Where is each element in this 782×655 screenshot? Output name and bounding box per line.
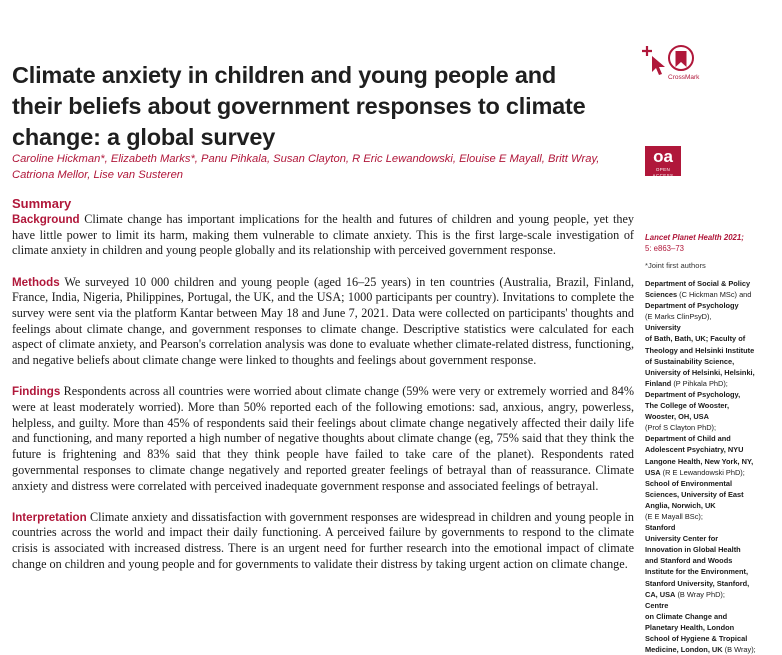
affiliation-line bbox=[645, 589, 779, 600]
journal-volume: 5: e863–73 bbox=[645, 244, 685, 253]
affiliation-line bbox=[645, 444, 779, 455]
abstract-section-methods bbox=[12, 275, 634, 369]
section-text: Climate change has important implications for the health and futures of children and young people, yet they have little power to limit its harm, making them vulnerable to climate anxiety. This is the first large-scale investigation of climate anxiety in children and young people globally and its relationship with perceived government response. bbox=[12, 212, 634, 258]
affiliation-institution: of Bath, Bath, UK; Faculty of bbox=[645, 334, 746, 344]
crossmark-label: CrossMark bbox=[668, 74, 700, 81]
affiliation-institution: on Climate Change and bbox=[645, 611, 728, 621]
affiliation-institution: Institute for the Environment, bbox=[645, 567, 749, 577]
affiliation-line bbox=[645, 411, 779, 422]
affiliation-line bbox=[645, 522, 779, 533]
affiliation-institution: University Center for bbox=[645, 534, 719, 544]
affiliation-author: (E Marks ClinPsyD), bbox=[645, 312, 712, 322]
section-label: Interpretation bbox=[12, 510, 87, 524]
abstract-section-findings bbox=[12, 384, 634, 494]
section-label: Methods bbox=[12, 275, 60, 289]
affiliation-institution: Anglia, Norwich, UK bbox=[645, 500, 716, 510]
abstract-body bbox=[12, 212, 634, 588]
section-text: Climate anxiety and dissatisfaction with government responses are widespread in children and young people in countries across the world and impact their daily functioning. A perceived failure by governments to respond to the climate crisis is associated with increased distress. There is an urgent need for further research into the emotional impact of climate change on children and young people and for governments to validate their distress by taking urgent action on climate change. bbox=[12, 509, 634, 571]
affiliation-institution: Wooster, OH, USA bbox=[645, 412, 709, 422]
affiliations bbox=[645, 278, 779, 655]
affiliation-line bbox=[645, 622, 779, 633]
abstract-section-background bbox=[12, 212, 634, 259]
affiliation-institution: School of Hygiene & Tropical bbox=[645, 634, 748, 643]
affiliation-institution: University of Helsinki, Helsinki, bbox=[645, 367, 755, 377]
journal-citation[interactable]: Lancet Planet Health 2021; bbox=[645, 233, 744, 242]
affiliation-line bbox=[645, 566, 779, 577]
affiliation-institution: Stanford University, Stanford, bbox=[645, 578, 750, 588]
affiliation-institution: Planetary Health, London bbox=[645, 622, 735, 632]
affiliation-line bbox=[645, 433, 779, 444]
affiliation-line bbox=[645, 544, 779, 555]
affiliation-institution: of Sustainability Science, bbox=[645, 356, 735, 366]
affiliation-line bbox=[645, 356, 779, 367]
affiliation-line bbox=[645, 511, 779, 522]
affiliation-institution: School of Environmental bbox=[645, 478, 733, 488]
affiliation-line bbox=[645, 633, 779, 644]
affiliation-author: (B Wray); bbox=[722, 645, 756, 655]
section-label: Findings bbox=[12, 385, 61, 399]
affiliation-institution: Centre bbox=[645, 600, 669, 610]
affiliation-institution: Adolescent Psychiatry, NYU bbox=[645, 445, 744, 455]
affiliation-line bbox=[645, 467, 779, 478]
affiliation-institution: Langone Health, New York, NY, bbox=[645, 456, 754, 466]
affiliation-line bbox=[645, 289, 779, 300]
affiliation-author: (B Wray PhD); bbox=[675, 589, 725, 599]
affiliation-line bbox=[645, 456, 779, 467]
affiliation-line bbox=[645, 311, 779, 322]
affiliation-institution: USA bbox=[645, 467, 661, 477]
affiliation-institution: CA, USA bbox=[645, 589, 676, 599]
affiliation-institution: Department of Child and bbox=[645, 434, 731, 444]
affiliation-line bbox=[645, 533, 779, 544]
affiliation-line bbox=[645, 555, 779, 566]
affiliation-line bbox=[645, 322, 779, 333]
section-text: Respondents across all countries were worried about climate change (59% were very or extremely worried and 84% were at least moderately worried). More than 50% reported each of the following emotions: sad, anxious, angry, powerless, helpless, and guilty. More than 45% of respondents said their feelings about climate change negatively affected their daily life and functioning, and many reported a high number of negative thoughts about climate change (eg, 75% said that they think the future is frightening and 83% said that they think people have failed to take care of the planet). Respondents rated governmental responses to climate change negatively and reported greater feelings of betrayal than of reassurance. Climate anxiety and distress were correlated with perceived inadequate government response and associated feelings of betrayal. bbox=[12, 384, 635, 493]
affiliation-line bbox=[645, 600, 779, 611]
affiliation-line bbox=[645, 489, 779, 500]
section-label: Background bbox=[12, 213, 80, 226]
affiliation-line bbox=[645, 400, 779, 411]
affiliation-author: (E E Mayall BSc); bbox=[645, 511, 703, 521]
article-title: Climate anxiety in children and young people and their beliefs about government responses to climate change: a global survey bbox=[12, 61, 586, 150]
affiliation-author: (R E Lewandowski PhD); bbox=[660, 467, 745, 477]
affiliation-institution: Theology and Helsinki Institute bbox=[645, 345, 755, 355]
affiliation-institution: Medicine, London, UK bbox=[645, 645, 723, 655]
affiliation-institution: Sciences bbox=[645, 290, 678, 300]
sidebar bbox=[645, 232, 779, 655]
affiliation-institution: Stanford bbox=[645, 523, 676, 533]
affiliation-author: (C Hickman MSc) and bbox=[677, 290, 752, 300]
affiliation-institution: Department of Psychology bbox=[645, 301, 739, 311]
affiliation-line bbox=[645, 611, 779, 622]
joint-authors-note: *Joint first authors bbox=[645, 261, 706, 270]
affiliation-line bbox=[645, 300, 779, 311]
affiliation-line bbox=[645, 367, 779, 378]
affiliation-line bbox=[645, 345, 779, 356]
affiliation-line bbox=[645, 578, 779, 589]
section-text: We surveyed 10 000 children and young people (aged 16–25 years) in ten countries (Australia, Brazil, Finland, France, India, Nigeria, Philippines, Portugal, the UK, and the USA; 1000 participants per country). Invitations to complete the survey were sent via the platform Kantar between May 18 and June 7, 2021. Data were collected on participants' thoughts and feelings about climate change, and government responses to climate change. Descriptive statistics were calculated for each aspect of climate anxiety, and Pearson's correlation analysis was done to evaluate whether climate-related distress, functioning, and negative beliefs about climate change were linked to thoughts and feelings about government response. bbox=[12, 274, 635, 368]
affiliation-line bbox=[645, 422, 779, 433]
affiliation-institution: The College of Wooster, bbox=[645, 401, 730, 411]
affiliation-line bbox=[645, 278, 779, 289]
affiliation-line bbox=[645, 478, 779, 489]
affiliation-line bbox=[645, 644, 779, 655]
affiliation-line bbox=[645, 389, 779, 400]
affiliation-institution: Department of Social & Policy bbox=[645, 279, 751, 288]
affiliation-line bbox=[645, 378, 779, 389]
affiliation-institution: Department of Psychology, bbox=[645, 389, 741, 399]
author-list: Caroline Hickman*, Elizabeth Marks*, Panu Pihkala, Susan Clayton, R Eric Lewandowski, Elouise E Mayall, Britt Wray, Catriona Mellor, Lise van Susteren bbox=[12, 153, 600, 181]
affiliation-institution: and Stanford and Woods bbox=[645, 556, 733, 566]
affiliation-institution: University bbox=[645, 323, 681, 333]
summary-heading: Summary bbox=[12, 196, 72, 211]
affiliation-institution: Finland bbox=[645, 378, 672, 388]
affiliation-author: (P Pihkala PhD); bbox=[671, 378, 728, 388]
open-access-badge bbox=[645, 146, 681, 176]
affiliation-institution: Sciences, University of East bbox=[645, 489, 744, 499]
affiliation-line bbox=[645, 500, 779, 511]
open-access-sub: OPEN ACCESS bbox=[652, 167, 674, 178]
affiliation-institution: Innovation in Global Health bbox=[645, 545, 741, 555]
abstract-section-interpretation bbox=[12, 510, 634, 573]
affiliation-line bbox=[645, 333, 779, 344]
open-access-logo: oa bbox=[653, 147, 673, 166]
affiliation-author: (Prof S Clayton PhD); bbox=[645, 423, 717, 433]
